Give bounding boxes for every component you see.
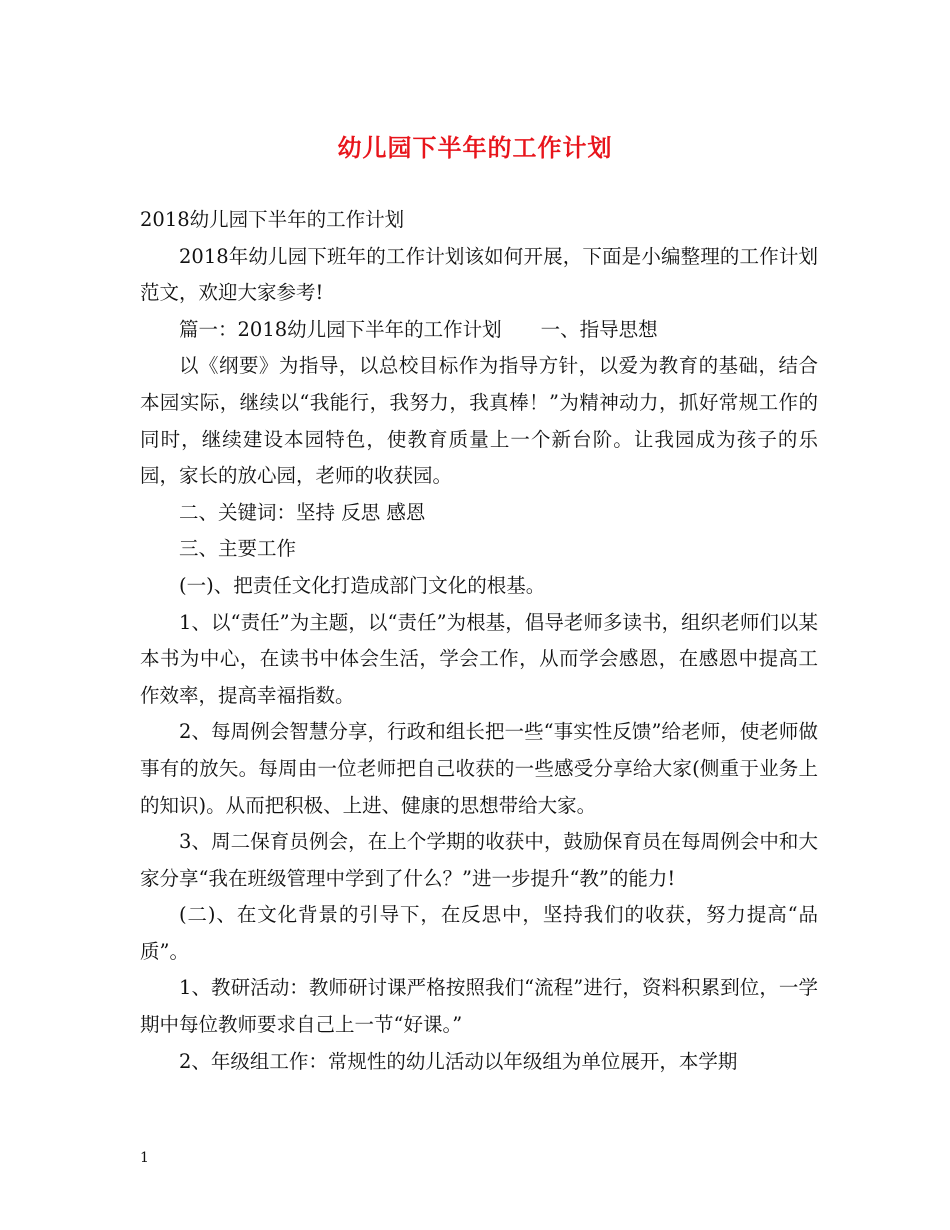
document-body [140,202,818,1080]
paragraph-keywords: 二、关键词：坚持 反思 感恩 [179,500,426,524]
paragraph-subsection-two: (二)、在文化背景的引导下，在反思中，坚持我们的收获，努力提高“品质”。 [140,903,818,963]
page-number: 1 [140,1150,149,1166]
paragraph-grade-group: 2、年级组工作：常规性的幼儿活动以年级组为单位展开，本学期 [179,1049,738,1073]
paragraph-section-heading: 篇一：2018幼儿园下半年的工作计划 一、指导思想 [179,317,658,341]
paragraph-item-2: 2、每周例会智慧分享，行政和组长把一些“事实性反馈”给老师，使老师做事有的放矢。每周由一位老师把自己收获的一些感受分享给大家(侧重于业务上的知识)。从而把积极、上进、健康的思想带给大家。 [140,720,818,817]
paragraph-main-work-heading: 三、主要工作 [179,537,297,561]
paragraph-teaching-research: 1、教研活动：教师研讨课严格按照我们“流程”进行，资料积累到位，一学期中每位教师要求自己上一节“好课。” [140,976,818,1037]
document-title: 幼儿园下半年的工作计划 [337,133,613,162]
document-subtitle: 2018幼儿园下半年的工作计划 [140,208,405,231]
paragraph-guiding-thought: 以《纲要》为指导，以总校目标作为指导方针，以爱为教育的基础，结合本园实际，继续以“我能行，我努力，我真棒！”为精神动力，抓好常规工作的同时，继续建设本园特色，使教育质量上一个新台阶。让我园成为孩子的乐园，家长的放心园，老师的收获园。 [140,354,818,488]
paragraph-subsection-one: (一)、把责任文化打造成部门文化的根基。 [179,573,546,597]
paragraph-item-3: 3、周二保育员例会，在上个学期的收获中，鼓励保育员在每周例会中和大家分享“我在班级管理中学到了什么？”进一步提升“教”的能力! [140,830,818,890]
paragraph-intro: 2018年幼儿园下班年的工作计划该如何开展，下面是小编整理的工作计划范文，欢迎大家参考! [140,244,818,305]
paragraph-item-1: 1、以“责任”为主题，以“责任”为根基，倡导老师多读书，组织老师们以某本书为中心，在读书中体会生活，学会工作，从而学会感恩，在感恩中提高工作效率，提高幸福指数。 [140,610,818,707]
